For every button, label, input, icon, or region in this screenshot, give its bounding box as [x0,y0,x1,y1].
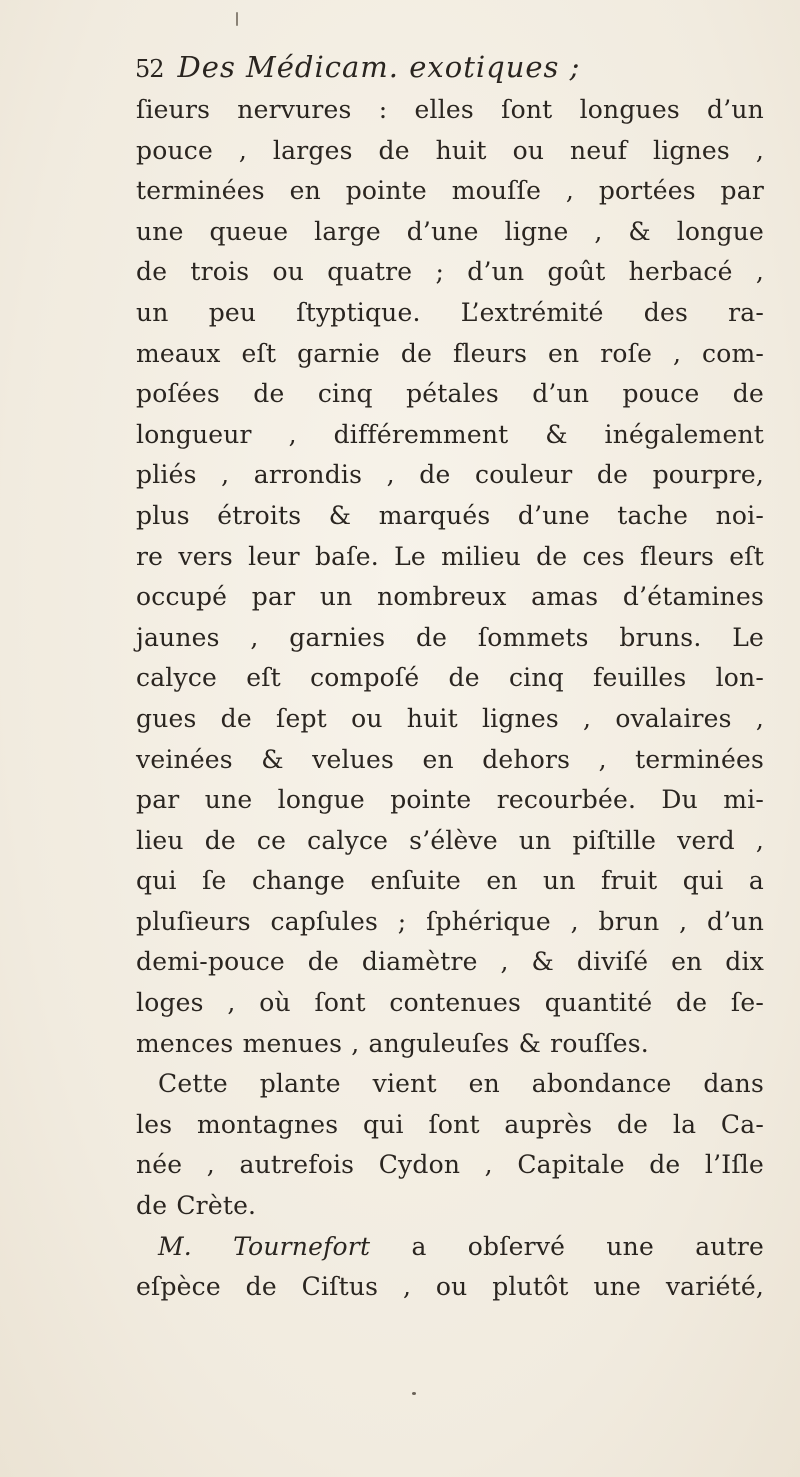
ink-speck [412,1392,416,1395]
text-line: loges , où ſont contenues quantité de ſe- [136,988,764,1018]
ink-speck [236,12,238,26]
text-line: qui ſe change enſuite en un fruit qui a [136,866,764,896]
text-line: de trois ou quatre ; d’un goût herbacé , [136,257,764,287]
text-line: re vers leur baſe. Le milieu de ces fleurs eſt [136,541,764,571]
text-line: une queue large d’une ligne , & longue [136,216,764,246]
text-line: jaunes , garnies de ſommets bruns. Le [136,622,764,652]
text-line: un peu ſtyptique. L’extrémité des ra- [136,297,764,327]
text-line: Cette plante vient en abondance dans [158,1069,764,1099]
page-header [135,50,775,94]
text-line: de Crète. [136,1191,257,1221]
text-line: les montagnes qui ſont auprès de la Ca- [136,1109,764,1139]
text-line: poſées de cinq pétales d’un pouce de [136,379,764,409]
page-number: 52 [135,55,164,83]
text-line: gues de ſept ou huit lignes , ovalaires , [136,703,764,733]
text-line: longueur , différemment & inégalement [136,419,764,449]
text-line: pouce , larges de huit ou neuf lignes , [136,135,764,165]
text-line: occupé par un nombreux amas d’étamines [136,582,764,612]
author-name: M. Tournefort [158,1231,371,1261]
text-line: née , autrefois Cydon , Capitale de l’Iſle [136,1150,764,1180]
text-line: demi-pouce de diamètre , & diviſé en dix [136,947,764,977]
text-line: plus étroits & marqués d’une tache noi- [136,500,764,530]
text-line: veinées & velues en dehors , terminées [136,744,764,774]
text-line: lieu de ce calyce s’élève un piſtille verd , [136,825,764,855]
text-line: calyce eſt compoſé de cinq feuilles lon- [136,663,764,693]
text-line: terminées en pointe mouſſe , portées par [136,176,764,206]
text-line: meaux eſt garnie de fleurs en roſe , com- [136,338,764,368]
text-line: eſpèce de Ciſtus , ou plutôt une variété, [136,1272,764,1302]
text-line: mences menues , anguleuſes & rouſſes. [136,1028,649,1058]
text-line: pluſieurs capſules ; ſphérique , brun , d’un [136,906,764,936]
text-line [136,1227,764,1268]
running-head: Des Médicam. exotiques ; [177,50,581,84]
text-line: par une longue pointe recourbée. Du mi- [136,785,764,815]
body-text [136,90,764,1308]
text-line: ſieurs nervures : elles ſont longues d’un [136,95,764,124]
text-line: pliés , arrondis , de couleur de pourpre, [136,460,764,490]
text-fragment: a obſervé une autre [370,1231,764,1261]
